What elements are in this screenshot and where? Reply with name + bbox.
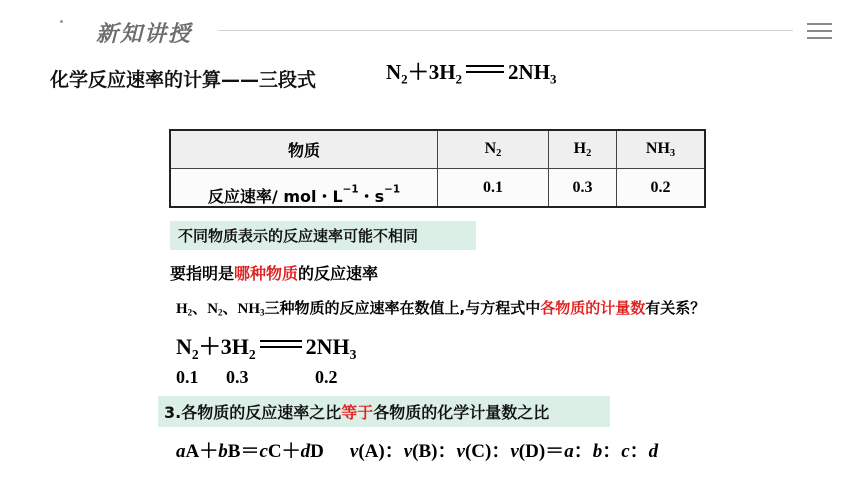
- header-title: 新知讲授: [96, 22, 193, 47]
- table-row: [170, 169, 705, 208]
- rate-nh3: 0.2: [617, 169, 706, 208]
- reaction-equation: $N_2+3H_2$ $2NH_3$: [176, 334, 357, 362]
- rate-table: [169, 129, 706, 208]
- table-header-row: [170, 130, 705, 169]
- rate-n2: 0.1: [438, 169, 549, 208]
- rate-unit-label: 反应速率/ mol・$L^{-1}$・$s^{-1}$: [170, 169, 438, 208]
- header-n2: $N_2$: [438, 130, 549, 169]
- header-h2: $H_2$: [549, 130, 617, 169]
- value-nh3: 0.2: [315, 367, 338, 387]
- header-divider: [218, 30, 793, 31]
- section-title: 化学反应速率的计算——三段式: [50, 69, 317, 91]
- value-h2: 0.3: [226, 367, 249, 387]
- note-question: $H_2$、$N_2$、$NH_3$三种物质的反应速率在数值上,与方程式中各物质的计量数有关系？: [176, 299, 706, 318]
- section-equation: $N_2+3H_2$ $2NH_3$: [386, 60, 557, 87]
- header-dot: [60, 20, 63, 23]
- note-specify-substance: 要指明是哪种物质的反应速率: [170, 264, 379, 283]
- note-rate-ratio: 3.各物质的反应速率之比等于各物质的化学计量数之比: [158, 396, 610, 427]
- equilibrium-sign-icon: [466, 65, 504, 73]
- header-substance: 物质: [170, 130, 438, 169]
- header-nh3: $NH_3$: [617, 130, 706, 169]
- note-different-rates: 不同物质表示的反应速率可能不相同: [170, 221, 476, 250]
- general-rate-relation: aA＋bB＝cC＋dD v(A)：v(B)：v(C)：v(D)＝a：b：c：d: [176, 441, 659, 462]
- hamburger-menu-icon[interactable]: [807, 23, 832, 40]
- value-n2: 0.1: [176, 367, 199, 387]
- equilibrium-sign-icon: [260, 340, 302, 348]
- rate-h2: 0.3: [549, 169, 617, 208]
